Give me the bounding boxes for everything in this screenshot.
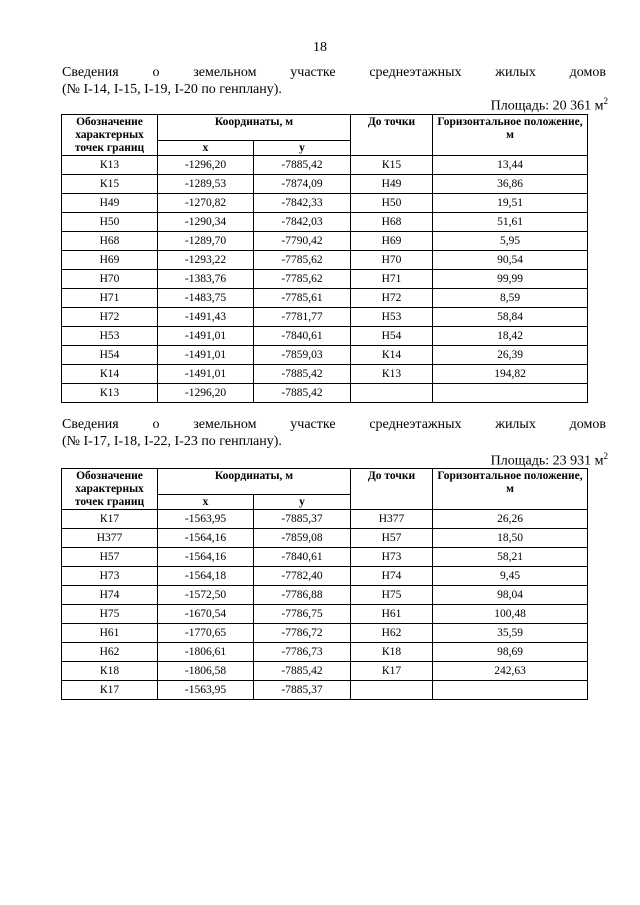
y-cell: -7842,33 (254, 194, 351, 213)
horizontal-cell: 26,26 (433, 510, 588, 529)
x-cell: -1289,53 (158, 175, 254, 194)
table-row (62, 365, 588, 384)
to-point-cell: Н72 (351, 289, 433, 308)
horizontal-cell: 26,39 (433, 346, 588, 365)
header-coordinates: Координаты, м (158, 115, 351, 141)
point-cell: К14 (62, 365, 158, 384)
y-cell: -7885,42 (254, 156, 351, 175)
x-cell: -1564,16 (158, 529, 254, 548)
table-row (62, 308, 588, 327)
point-cell: К18 (62, 662, 158, 681)
header-to-point: До точки (351, 115, 433, 156)
to-point-cell: Н53 (351, 308, 433, 327)
horizontal-cell: 90,54 (433, 251, 588, 270)
heading-line-2: (№ I-17, I-18, I-22, I-23 по генплану). (62, 434, 282, 449)
table-row (62, 327, 588, 346)
to-point-cell: Н74 (351, 567, 433, 586)
header-x: x (158, 141, 254, 156)
horizontal-cell: 98,04 (433, 586, 588, 605)
table-row (62, 548, 588, 567)
point-cell: Н57 (62, 548, 158, 567)
y-cell: -7859,03 (254, 346, 351, 365)
point-cell: Н377 (62, 529, 158, 548)
table-row (62, 681, 588, 700)
x-cell: -1296,20 (158, 384, 254, 403)
header-horizontal: Горизонтальное положение, м (433, 469, 588, 510)
point-cell: К17 (62, 681, 158, 700)
x-cell: -1806,61 (158, 643, 254, 662)
x-cell: -1293,22 (158, 251, 254, 270)
table-row (62, 605, 588, 624)
heading-line-2: (№ I-14, I-15, I-19, I-20 по генплану). (62, 82, 282, 97)
horizontal-cell: 36,86 (433, 175, 588, 194)
page-number: 18 (313, 40, 327, 55)
horizontal-cell: 19,51 (433, 194, 588, 213)
x-cell: -1491,01 (158, 365, 254, 384)
to-point-cell: К18 (351, 643, 433, 662)
horizontal-cell: 58,84 (433, 308, 588, 327)
point-cell: К17 (62, 510, 158, 529)
x-cell: -1483,75 (158, 289, 254, 308)
y-cell: -7885,37 (254, 510, 351, 529)
horizontal-cell: 13,44 (433, 156, 588, 175)
y-cell: -7785,61 (254, 289, 351, 308)
horizontal-cell: 9,45 (433, 567, 588, 586)
point-cell: Н70 (62, 270, 158, 289)
y-cell: -7885,42 (254, 384, 351, 403)
point-cell: Н73 (62, 567, 158, 586)
header-to-point: До точки (351, 469, 433, 510)
y-cell: -7786,72 (254, 624, 351, 643)
horizontal-cell: 100,48 (433, 605, 588, 624)
point-cell: Н71 (62, 289, 158, 308)
table-row (62, 289, 588, 308)
table-row (62, 346, 588, 365)
point-cell: Н61 (62, 624, 158, 643)
table-row (62, 567, 588, 586)
point-cell: Н50 (62, 213, 158, 232)
heading-line-1: Сведения о земельном участке среднеэтажных жилых домов (62, 417, 606, 432)
table-row (62, 251, 588, 270)
to-point-cell: Н49 (351, 175, 433, 194)
point-cell: К13 (62, 384, 158, 403)
to-point-cell (351, 681, 433, 700)
to-point-cell: К14 (351, 346, 433, 365)
table-row (62, 156, 588, 175)
table-row (62, 643, 588, 662)
to-point-cell: Н61 (351, 605, 433, 624)
header-designation: Обозначение характерных точек границ (62, 115, 158, 156)
point-cell: Н75 (62, 605, 158, 624)
horizontal-cell: 5,95 (433, 232, 588, 251)
to-point-cell: Н73 (351, 548, 433, 567)
y-cell: -7785,62 (254, 270, 351, 289)
horizontal-cell: 35,59 (433, 624, 588, 643)
x-cell: -1564,18 (158, 567, 254, 586)
x-cell: -1563,95 (158, 510, 254, 529)
horizontal-cell: 242,63 (433, 662, 588, 681)
y-cell: -7782,40 (254, 567, 351, 586)
horizontal-cell (433, 681, 588, 700)
to-point-cell (351, 384, 433, 403)
x-cell: -1491,43 (158, 308, 254, 327)
table-row (62, 586, 588, 605)
point-cell: Н62 (62, 643, 158, 662)
horizontal-cell (433, 384, 588, 403)
y-cell: -7840,61 (254, 548, 351, 567)
horizontal-cell: 8,59 (433, 289, 588, 308)
y-cell: -7781,77 (254, 308, 351, 327)
horizontal-cell: 18,50 (433, 529, 588, 548)
point-cell: Н72 (62, 308, 158, 327)
to-point-cell: Н70 (351, 251, 433, 270)
to-point-cell: К13 (351, 365, 433, 384)
table-body (62, 156, 588, 403)
y-cell: -7790,42 (254, 232, 351, 251)
to-point-cell: Н62 (351, 624, 433, 643)
to-point-cell: Н377 (351, 510, 433, 529)
x-cell: -1383,76 (158, 270, 254, 289)
section-heading (62, 64, 606, 98)
x-cell: -1564,16 (158, 548, 254, 567)
to-point-cell: К15 (351, 156, 433, 175)
point-cell: К15 (62, 175, 158, 194)
header-y: y (254, 495, 351, 510)
y-cell: -7786,88 (254, 586, 351, 605)
to-point-cell: Н68 (351, 213, 433, 232)
to-point-cell: Н71 (351, 270, 433, 289)
table-row (62, 175, 588, 194)
point-cell: Н54 (62, 346, 158, 365)
point-cell: К13 (62, 156, 158, 175)
header-y: y (254, 141, 351, 156)
to-point-cell: Н69 (351, 232, 433, 251)
y-cell: -7885,37 (254, 681, 351, 700)
coordinates-table (61, 114, 588, 403)
area-label: Площадь: 20 361 $м^2$ (490, 96, 608, 114)
x-cell: -1270,82 (158, 194, 254, 213)
section-heading (62, 416, 606, 450)
horizontal-cell: 58,21 (433, 548, 588, 567)
table-row (62, 662, 588, 681)
table-row (62, 232, 588, 251)
heading-line-1: Сведения о земельном участке среднеэтажных жилых домов (62, 65, 606, 80)
horizontal-cell: 51,61 (433, 213, 588, 232)
horizontal-cell: 99,99 (433, 270, 588, 289)
y-cell: -7840,61 (254, 327, 351, 346)
point-cell: Н69 (62, 251, 158, 270)
table-row (62, 384, 588, 403)
table-row (62, 194, 588, 213)
table-row (62, 510, 588, 529)
point-cell: Н68 (62, 232, 158, 251)
x-cell: -1289,70 (158, 232, 254, 251)
y-cell: -7874,09 (254, 175, 351, 194)
x-cell: -1290,34 (158, 213, 254, 232)
header-coordinates: Координаты, м (158, 469, 351, 495)
header-x: x (158, 495, 254, 510)
area-label: Площадь: 23 931 $м^2$ (490, 451, 608, 469)
table-row (62, 270, 588, 289)
to-point-cell: К17 (351, 662, 433, 681)
table-body (62, 510, 588, 700)
to-point-cell: Н75 (351, 586, 433, 605)
header-horizontal: Горизонтальное положение, м (433, 115, 588, 156)
table-row (62, 624, 588, 643)
horizontal-cell: 194,82 (433, 365, 588, 384)
x-cell: -1572,50 (158, 586, 254, 605)
x-cell: -1491,01 (158, 346, 254, 365)
coordinates-table (61, 468, 588, 700)
table-row (62, 529, 588, 548)
table-row (62, 213, 588, 232)
to-point-cell: Н54 (351, 327, 433, 346)
point-cell: Н53 (62, 327, 158, 346)
horizontal-cell: 98,69 (433, 643, 588, 662)
to-point-cell: Н50 (351, 194, 433, 213)
y-cell: -7786,73 (254, 643, 351, 662)
x-cell: -1296,20 (158, 156, 254, 175)
point-cell: Н74 (62, 586, 158, 605)
x-cell: -1770,65 (158, 624, 254, 643)
x-cell: -1670,54 (158, 605, 254, 624)
y-cell: -7885,42 (254, 662, 351, 681)
y-cell: -7885,42 (254, 365, 351, 384)
y-cell: -7786,75 (254, 605, 351, 624)
x-cell: -1491,01 (158, 327, 254, 346)
y-cell: -7842,03 (254, 213, 351, 232)
header-designation: Обозначение характерных точек границ (62, 469, 158, 510)
y-cell: -7859,08 (254, 529, 351, 548)
to-point-cell: Н57 (351, 529, 433, 548)
horizontal-cell: 18,42 (433, 327, 588, 346)
point-cell: Н49 (62, 194, 158, 213)
x-cell: -1563,95 (158, 681, 254, 700)
x-cell: -1806,58 (158, 662, 254, 681)
y-cell: -7785,62 (254, 251, 351, 270)
